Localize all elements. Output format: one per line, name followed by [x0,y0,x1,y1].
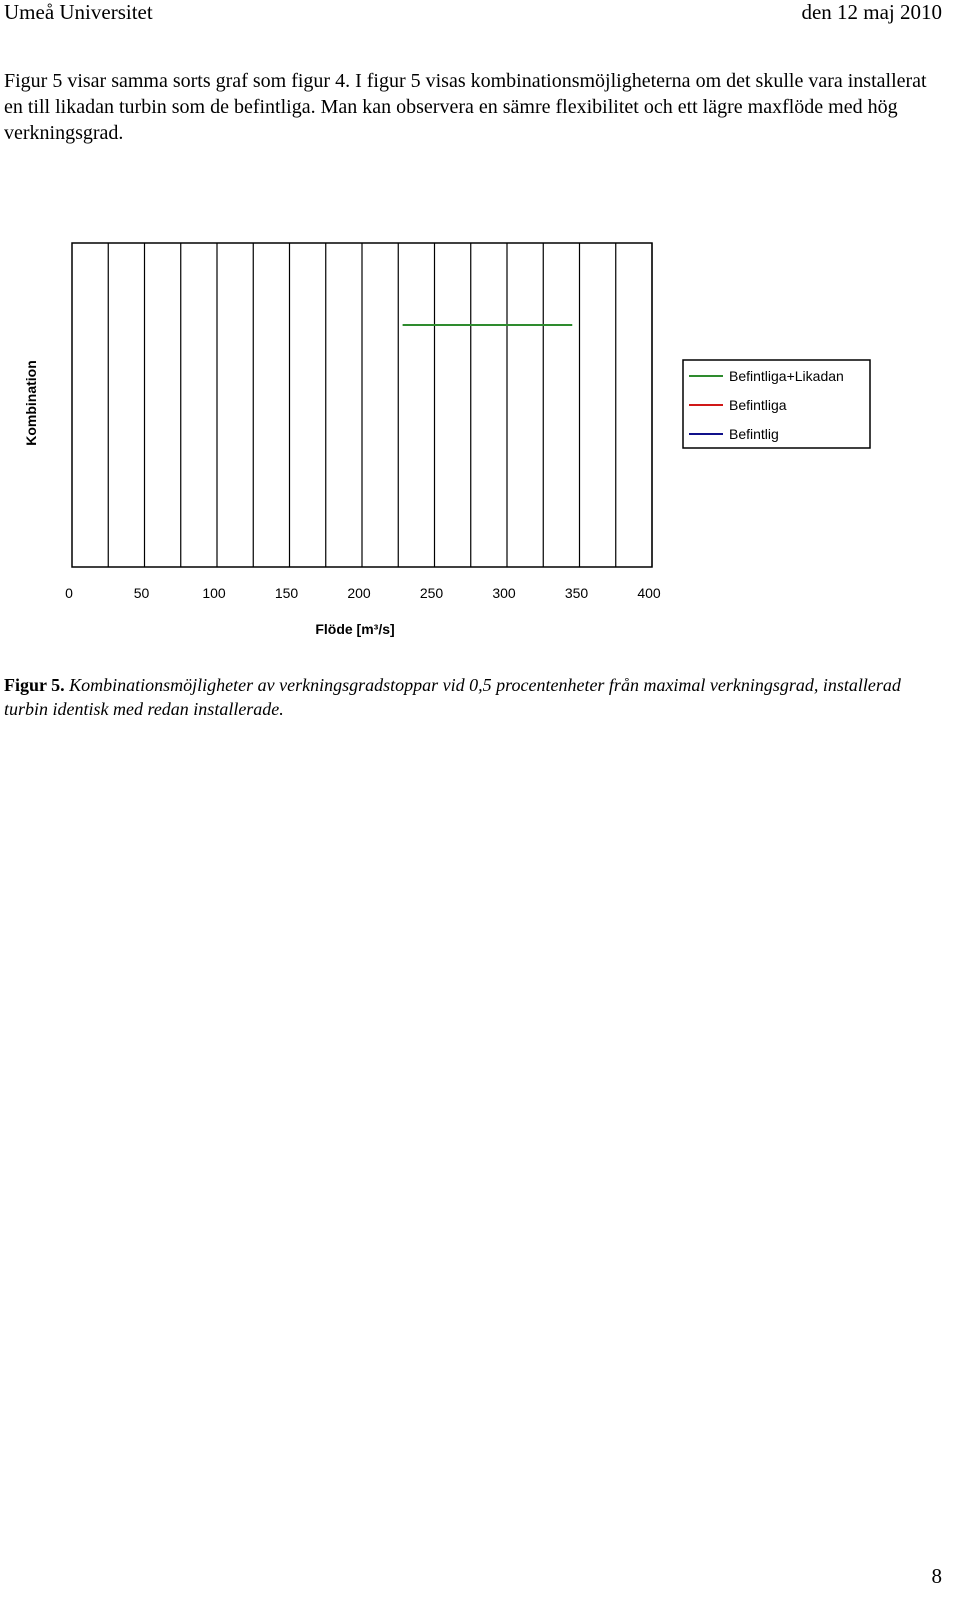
intro-text: Figur 5 visar samma sorts graf som figur 4. I figur 5 visas kombinationsmöjligheterna om det skulle vara installerat en till likadan turbin som de befintliga. Man kan observera en sämre flexibilitet och ett lägre maxflöde med hög verkningsgrad. [4,70,927,144]
legend-label: Befintliga [729,397,787,413]
x-tick-label: 0 [65,585,73,601]
x-tick-label: 350 [564,585,589,601]
x-tick-label: 250 [419,585,444,601]
intro-paragraph [4,68,934,146]
y-axis-title: Kombination [23,360,39,446]
grid-layer [72,243,652,567]
x-axis-title: Flöde [m³/s] [315,621,395,637]
caption-label: Figur 5. [4,675,65,695]
combination-chart [0,230,960,660]
header-university: Umeå Universitet [4,0,153,24]
legend-label: Befintliga+Likadan [729,368,844,384]
x-tick-label: 100 [202,585,226,601]
caption-text: Kombinationsmöjligheter av verkningsgradstoppar vid 0,5 procentenheter från maximal verkningsgrad, installerad turbin identisk med redan installerade. [4,675,901,719]
legend-label: Befintlig [729,426,779,442]
x-tick-label: 50 [133,585,150,601]
x-tick-label: 300 [492,585,516,601]
x-tick-label: 150 [274,585,299,601]
x-tick-label: 200 [347,585,371,601]
page-number: 8 [931,1564,942,1588]
figure-caption [4,673,944,721]
tick-labels [65,585,661,601]
header-date: den 12 maj 2010 [801,0,942,24]
x-tick-label: 400 [637,585,661,601]
legend [683,360,870,448]
